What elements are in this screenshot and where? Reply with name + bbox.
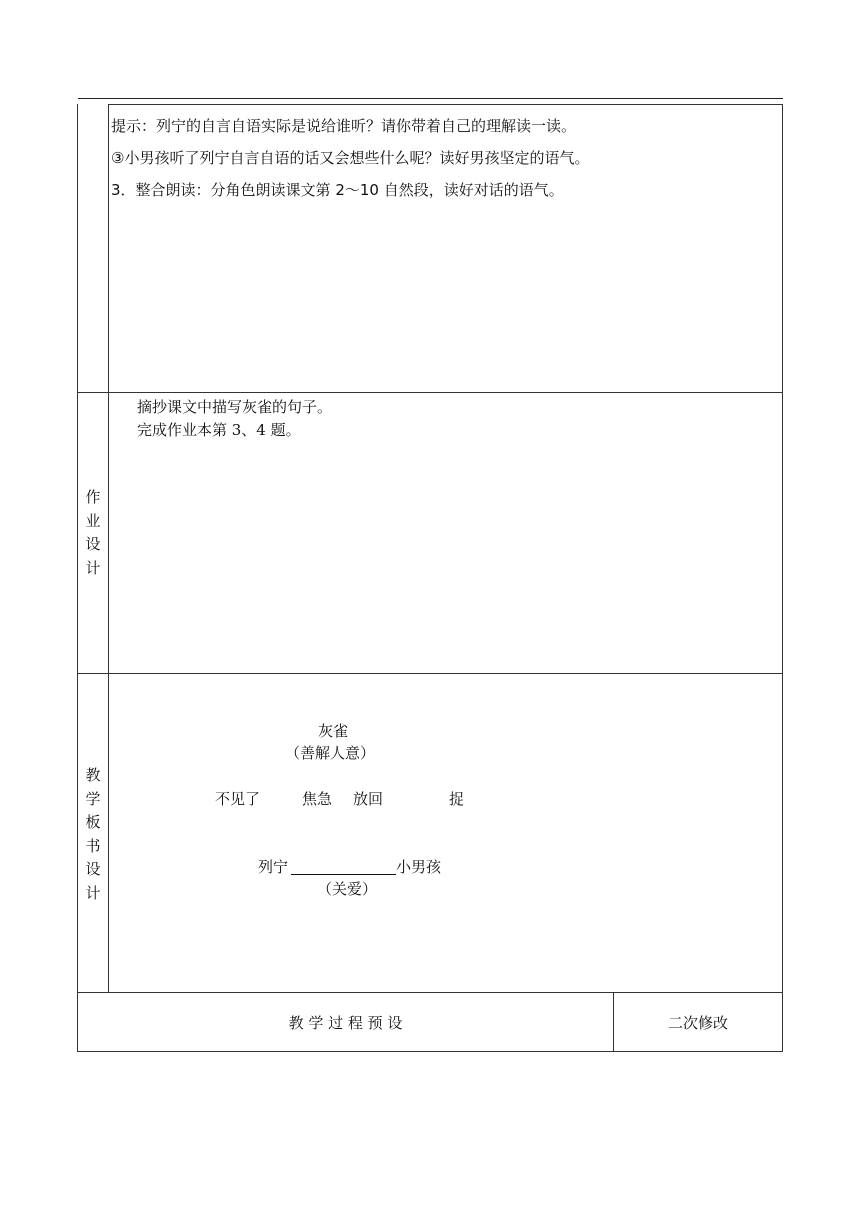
row-divider-homework <box>77 392 783 393</box>
row-divider-blackboard <box>77 673 783 674</box>
blackboard-word: 放回 <box>353 790 384 808</box>
blackboard-word: 不见了 <box>215 790 261 808</box>
homework-section-label: 作 业 设 计 <box>85 488 101 577</box>
blackboard-left-name: 列宁 <box>258 858 289 876</box>
page-header-rule <box>78 98 783 99</box>
blackboard-connector-line <box>291 874 396 875</box>
question-line: ③小男孩听了列宁自言自语的话又会想些什么呢？读好男孩坚定的语气。 <box>111 149 590 167</box>
homework-item: 摘抄课文中描写灰雀的句子。 <box>137 398 333 416</box>
blackboard-subtitle: （善解人意） <box>285 744 376 762</box>
process-header: 教 学 过 程 预 设 <box>288 1014 403 1032</box>
blackboard-right-name: 小男孩 <box>396 858 442 876</box>
blackboard-relation: （关爱） <box>317 880 378 898</box>
label-column-divider <box>108 104 109 992</box>
blackboard-word: 焦急 <box>302 790 333 808</box>
table-border-bottom <box>77 1051 783 1052</box>
blackboard-section-label: 教 学 板 书 设 计 <box>85 766 101 902</box>
hint-line: 提示：列宁的自言自语实际是说给谁听？请你带着自己的理解读一读。 <box>111 117 577 135</box>
row-divider-footer <box>77 992 783 993</box>
homework-item: 完成作业本第 3、4 题。 <box>137 421 301 439</box>
reading-step-line: 3．整合朗读：分角色朗读课文第 2～10 自然段，读好对话的语气。 <box>111 181 564 199</box>
revision-header: 二次修改 <box>667 1014 728 1032</box>
blackboard-word: 捉 <box>449 790 465 808</box>
table-border-right <box>782 104 783 1052</box>
content-top-border <box>108 104 783 105</box>
blackboard-title: 灰雀 <box>318 722 349 740</box>
